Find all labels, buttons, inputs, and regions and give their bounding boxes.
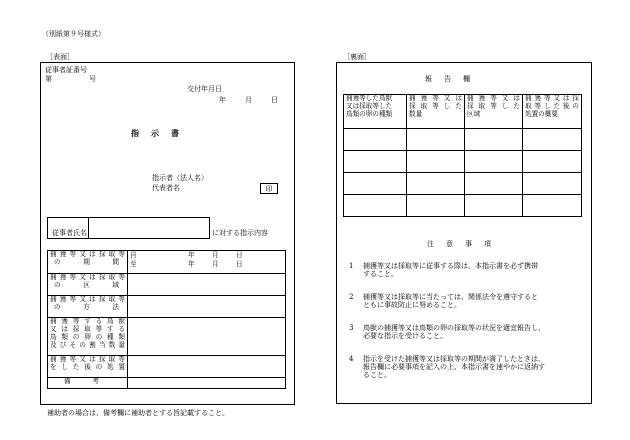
table-row <box>344 151 582 173</box>
report-cell[interactable] <box>344 173 407 195</box>
period-value-cell[interactable] <box>128 251 286 274</box>
table-row <box>48 356 286 378</box>
table-row <box>344 95 582 129</box>
report-cell[interactable] <box>465 195 523 217</box>
species-quantity-value-cell[interactable] <box>128 318 286 356</box>
instruction-suffix: に対する指示内容 <box>212 229 268 237</box>
report-cell[interactable] <box>407 129 465 151</box>
instructor-label: 指示者（法人名） <box>152 174 208 182</box>
remarks-value-cell[interactable] <box>128 378 286 389</box>
report-cell[interactable] <box>523 195 582 217</box>
report-cell[interactable] <box>523 129 582 151</box>
report-header-species: 捕獲等した鳥獣 又は採取等した 鳥類の卵の種類 <box>344 95 407 129</box>
table-row <box>48 251 286 274</box>
report-cell[interactable] <box>344 151 407 173</box>
method-value-cell[interactable] <box>128 296 286 318</box>
post-action-value-cell[interactable] <box>128 356 286 378</box>
issue-date-month: 月 <box>245 96 252 104</box>
report-header-area: 捕獲等又は 採取等した 区域 <box>465 95 523 129</box>
representative-label: 代表者名 <box>152 184 180 192</box>
period-from-label: 自 <box>130 251 137 259</box>
seal-box <box>260 183 278 194</box>
period-from-month: 月 <box>212 251 219 259</box>
report-cell[interactable] <box>407 195 465 217</box>
table-row <box>344 195 582 217</box>
instruction-table <box>47 250 286 389</box>
report-header-quantity: 捕獲等又は 採取等した 数量 <box>407 95 465 129</box>
row-label-post-action: 捕獲等又は採取等 をした後の処置 <box>48 356 128 378</box>
row-label-period: 捕獲等又は採取等 の期間 <box>48 251 128 274</box>
form-number: （別紙第９号様式） <box>42 30 105 38</box>
table-row <box>48 318 286 356</box>
issue-date-year: 年 <box>219 96 226 104</box>
row-label-species-quantity: 捕獲等する鳥獣 又は採取等する 鳥類の卵の種類 及びその割当数量 <box>48 318 128 356</box>
report-cell[interactable] <box>465 151 523 173</box>
report-cell[interactable] <box>344 129 407 151</box>
worker-name-field[interactable] <box>47 217 210 239</box>
report-cell[interactable] <box>523 151 582 173</box>
period-to-year: 年 <box>188 260 195 268</box>
area-value-cell[interactable] <box>128 274 286 296</box>
report-cell[interactable] <box>407 173 465 195</box>
table-row <box>48 378 286 389</box>
row-label-area: 捕獲等又は採取等 の区域 <box>48 274 128 296</box>
report-cell[interactable] <box>523 173 582 195</box>
notes-title: 注意事項 <box>427 240 503 248</box>
period-to-month: 月 <box>212 260 219 268</box>
back-section-label: ［裏面］ <box>343 53 371 61</box>
period-from-year: 年 <box>188 251 195 259</box>
table-row <box>48 296 286 318</box>
report-cell[interactable] <box>344 195 407 217</box>
seal-label: 印 <box>265 185 273 193</box>
report-cell[interactable] <box>465 173 523 195</box>
issue-date-day: 日 <box>271 96 278 104</box>
note-item: 2 捕獲等又は採取等に当たっては、関係法令を遵守すると ともに事故防止に努めること。 <box>349 293 538 310</box>
report-cell[interactable] <box>465 129 523 151</box>
row-label-method: 捕獲等又は採取等 の方法 <box>48 296 128 318</box>
number-prefix: 第 <box>45 75 52 83</box>
note-item: 3 鳥獣の捕獲等又は鳥類の卵の採取等の状況を適宜報告し、 必要な指示を受けること。 <box>349 324 545 341</box>
note-item: 1 捕獲等又は採取等に従事する際は、本指示書を必ず携帯 すること。 <box>349 262 538 279</box>
report-table <box>343 94 582 217</box>
period-from-day: 日 <box>236 251 243 259</box>
period-to-label: 至 <box>130 260 137 268</box>
table-row <box>344 129 582 151</box>
report-header-action: 捕獲等又は採 取等した後の 処置の概要 <box>523 95 582 129</box>
row-label-remarks: 備考 <box>48 378 128 389</box>
issue-date-label: 交付年月日 <box>187 85 222 93</box>
table-row <box>48 274 286 296</box>
front-section-label: ［表面］ <box>46 53 74 61</box>
certificate-number-label: 従事者証番号 <box>45 66 87 74</box>
document-title: 指示書 <box>131 128 191 138</box>
report-cell[interactable] <box>407 151 465 173</box>
worker-name-label: 従事者氏名 <box>52 229 87 237</box>
front-footnote: 補助者の場合は、備考欄に補助者とする旨記載すること。 <box>47 409 229 417</box>
note-item: 4 指示を受けた捕獲等又は採取等の期間が満了したときは、 報告欄に必要事項を記入の上、本指示書を速やかに返納す ること。 <box>349 355 545 380</box>
number-suffix: 号 <box>89 75 96 83</box>
report-title: 報告欄 <box>425 75 482 83</box>
notes-list <box>349 262 584 379</box>
worker-name-label-cell <box>47 217 89 239</box>
table-row <box>344 173 582 195</box>
period-to-day: 日 <box>236 260 243 268</box>
